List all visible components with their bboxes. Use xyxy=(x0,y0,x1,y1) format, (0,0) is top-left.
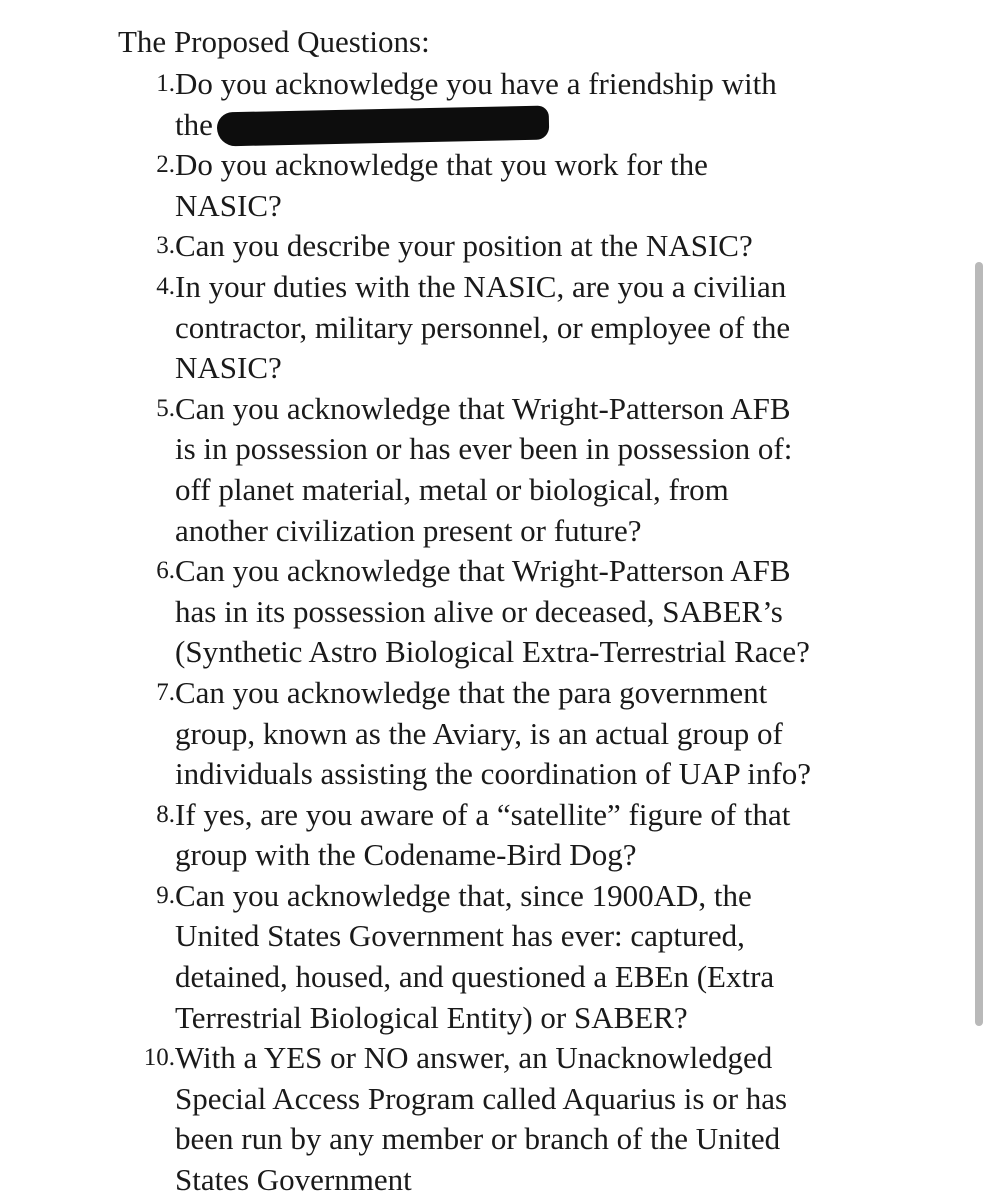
question-item-7 xyxy=(0,673,992,795)
question-text xyxy=(175,226,895,267)
question-line: group, known as the Aviary, is an actual group of xyxy=(175,715,783,751)
question-line: States Government xyxy=(175,1162,412,1198)
question-line: Can you acknowledge that Wright-Patterson AFB xyxy=(175,390,791,426)
question-line: (Synthetic Astro Biological Extra-Terrestrial Race? xyxy=(175,634,810,670)
question-number: 4. xyxy=(156,272,175,300)
question-item-3 xyxy=(0,226,992,267)
question-line: Can you acknowledge that Wright-Patterson AFB xyxy=(175,553,791,589)
question-item-2 xyxy=(0,145,992,226)
question-line: individuals assisting the coordination of UAP info? xyxy=(175,756,811,792)
question-line-redacted xyxy=(175,105,895,146)
question-line: NASIC? xyxy=(175,350,282,386)
question-item-9 xyxy=(0,876,992,1038)
question-text xyxy=(175,389,895,551)
question-number: 6. xyxy=(156,557,175,585)
question-text xyxy=(175,145,895,226)
question-number: 8. xyxy=(156,800,175,828)
question-number: 2. xyxy=(156,151,175,179)
question-line: With a YES or NO answer, an Unacknowledged xyxy=(175,1040,773,1076)
question-item-4 xyxy=(0,267,992,389)
question-line: In your duties with the NASIC, are you a civilian xyxy=(175,268,787,304)
question-number: 9. xyxy=(156,881,175,909)
question-text xyxy=(175,1038,895,1200)
question-number: 1. xyxy=(156,70,175,97)
question-number: 5. xyxy=(156,394,175,422)
question-line: another civilization present or future? xyxy=(175,512,642,548)
question-item-5 xyxy=(0,389,992,551)
question-item-1 xyxy=(0,64,992,145)
question-text xyxy=(175,673,895,795)
question-line: is in possession or has ever been in possession of: xyxy=(175,431,793,467)
question-line: Do you acknowledge that you work for the xyxy=(175,147,708,183)
question-text xyxy=(175,551,895,673)
question-line: If yes, are you aware of a “satellite” figure of that xyxy=(175,796,791,832)
question-line: Special Access Program called Aquarius is or has xyxy=(175,1080,788,1116)
question-line: contractor, military personnel, or employee of the xyxy=(175,309,791,345)
vertical-scrollbar[interactable] xyxy=(975,262,983,1026)
question-line: Do you acknowledge you have a friendship with xyxy=(175,66,777,101)
question-text xyxy=(175,876,895,1038)
question-line: off planet material, metal or biological, from xyxy=(175,471,729,507)
question-number: 10. xyxy=(143,1044,175,1072)
question-line: group with the Codename-Bird Dog? xyxy=(175,837,637,873)
question-number: 3. xyxy=(156,232,175,260)
question-line: Can you acknowledge that the para government xyxy=(175,674,768,710)
question-text xyxy=(175,795,895,876)
question-line: Can you describe your position at the NASIC? xyxy=(175,228,753,264)
redaction-mark xyxy=(217,105,550,146)
section-heading: The Proposed Questions: xyxy=(118,24,430,59)
question-line: Can you acknowledge that, since 1900AD, the xyxy=(175,877,752,913)
question-item-6 xyxy=(0,551,992,673)
question-line: has in its possession alive or deceased, SABER’s xyxy=(175,593,783,629)
questions-list xyxy=(0,64,992,1201)
question-line: been run by any member or branch of the United xyxy=(175,1121,781,1157)
question-text xyxy=(175,267,895,389)
question-line: detained, housed, and questioned a EBEn (Extra xyxy=(175,959,775,995)
question-number: 7. xyxy=(156,678,175,706)
question-item-10 xyxy=(0,1038,992,1200)
question-line: NASIC? xyxy=(175,187,282,223)
question-line: Terrestrial Biological Entity) or SABER? xyxy=(175,999,688,1035)
question-item-8 xyxy=(0,795,992,876)
question-line: United States Government has ever: captured, xyxy=(175,918,745,954)
question-text xyxy=(175,64,895,145)
question-line-text: the xyxy=(175,106,213,142)
